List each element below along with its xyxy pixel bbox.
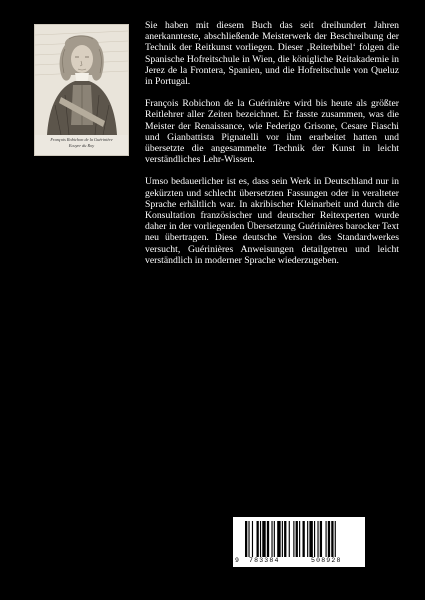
barcode-bar (284, 521, 286, 557)
barcode-bar (289, 521, 290, 557)
portrait-caption-name: François Robichon de la Guérinière (50, 137, 113, 142)
isbn-barcode (233, 517, 365, 567)
blurb-text (145, 20, 399, 277)
barcode-bar (282, 521, 283, 557)
barcode-bar (277, 521, 280, 557)
barcode-bar (260, 521, 261, 557)
barcode-first-digit: 9 (235, 557, 239, 564)
portrait-figure-image (35, 25, 128, 135)
barcode-bar (245, 521, 247, 557)
barcode-bar (271, 521, 272, 557)
barcode-bar (303, 521, 305, 557)
barcode-bar (262, 521, 265, 557)
barcode-bar (326, 521, 327, 557)
blurb-paragraph: François Robichon de la Guérinière wird bis heute als größter Reitlehrer aller Zeiten bezeichnet. Er fasste zusammen, was die Meister der Renaissance, wie Federigo Grisone, Cesare Fiaschi und Gianbattista Pignatelli vor ihm erarbeitet hatten und übersetzte die angesammelte Technik der Kunst in leicht verständliches Lehr-Wissen. (145, 98, 399, 166)
blurb-paragraph: Sie haben mit diesem Buch das seit dreihundert Jahren anerkannteste, abschließende Meisterwerk der Beschreibung der Technik der Reitkunst vorliegen. Dieser ‚Reiterbibel‘ folgen die Spanische Hofreitschule in Wien, die königliche Reitakademie in Jerez de la Frontera, Spanien, und die Hofreitschule von Queluz in Portugal. (145, 20, 399, 88)
barcode-bar (293, 521, 294, 557)
barcode-right-digits: 508928 (311, 557, 342, 564)
barcode-bar (309, 521, 312, 557)
barcode-bar (248, 521, 249, 557)
barcode-bar (257, 521, 259, 557)
barcode-bar (331, 521, 333, 557)
portrait-caption-title: Ecuyer du Roy (68, 143, 95, 148)
barcode-bar (274, 521, 275, 557)
barcode-bar (296, 521, 298, 557)
barcode-bar (328, 521, 330, 557)
barcode-bar (317, 521, 318, 557)
portrait-engraving (34, 24, 129, 156)
barcode-bar (267, 521, 269, 557)
barcode-bar (299, 521, 300, 557)
barcode-bar (335, 521, 336, 557)
barcode-bar (314, 521, 315, 557)
barcode-left-digits: 783384 (249, 557, 280, 564)
barcode-bar (252, 521, 253, 557)
blurb-paragraph: Umso bedauerlicher ist es, dass sein Werk in Deutschland nur in gekürzten und schlecht übersetzten Fassungen oder in veralteter Sprache erhältlich war. In akribischer Kleinarbeit und durch die Konsultation französischer und deutscher Reitexperten wurde daher in der vorliegenden Übersetzung Guérinières barocker Text neu übertragen. Diese deutsche Version des Standardwerkes versucht, Guérinières Anweisungen detailgetreu und leicht verständlich in moderner Sprache wiederzugeben. (145, 176, 399, 266)
barcode-bar (320, 521, 322, 557)
barcode-bar (307, 521, 308, 557)
